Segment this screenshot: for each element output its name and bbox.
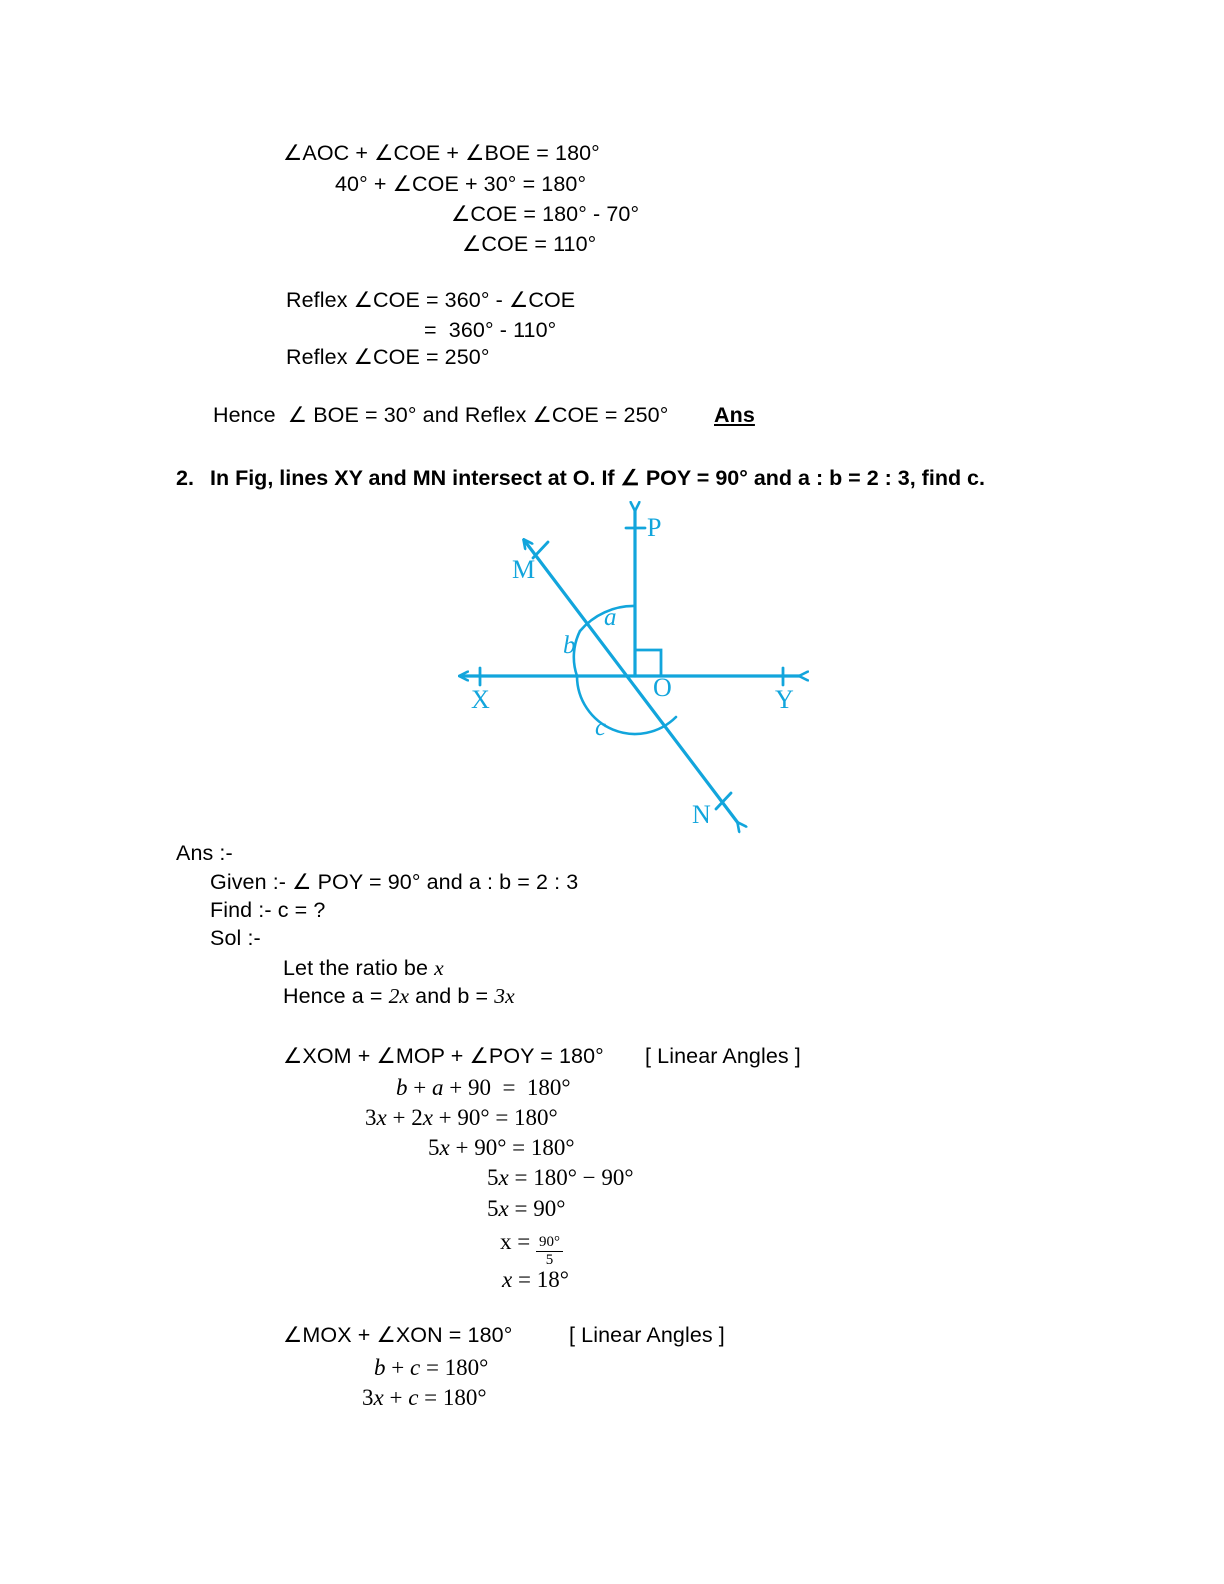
fraction xyxy=(536,1235,563,1269)
block2-reason: [ Linear Angles ] xyxy=(569,1323,725,1347)
figure-label-a: a xyxy=(604,604,617,631)
question-text: In Fig, lines XY and MN intersect at O. If ∠ POY = 90° and a : b = 2 : 3, find c. xyxy=(210,466,985,490)
ans-marker: Ans xyxy=(714,403,755,427)
block1-statement: ∠XOM + ∠MOP + ∠POY = 180° xyxy=(283,1044,604,1068)
block1-step: 5x = 90° xyxy=(487,1196,566,1221)
block1-fraction-step xyxy=(500,1230,563,1267)
sol-line: Sol :- xyxy=(210,926,261,950)
reflex-equation-line: Reflex ∠COE = 250° xyxy=(286,345,490,369)
block2-step: b + c = 180° xyxy=(374,1355,489,1380)
figure-label-n: N xyxy=(692,800,711,829)
hence-ratio-p1: Hence a = xyxy=(283,984,389,1008)
let-ratio-prefix: Let the ratio be xyxy=(283,956,435,980)
block2-statement: ∠MOX + ∠XON = 180° xyxy=(283,1323,513,1347)
fraction-denominator: 5 xyxy=(545,1251,554,1268)
block1-step: 5x + 90° = 180° xyxy=(428,1135,575,1160)
reflex-equation-line: Reflex ∠COE = 360° - ∠COE xyxy=(286,288,576,312)
block1-result: x = 18° xyxy=(502,1267,569,1292)
let-ratio-var: x xyxy=(434,956,444,980)
hence-ratio-v2: 3x xyxy=(494,984,515,1008)
line-mn xyxy=(524,540,738,823)
fraction-lhs: x = xyxy=(500,1229,536,1254)
equation-line: 40° + ∠COE + 30° = 180° xyxy=(335,172,587,196)
question-number: 2. xyxy=(176,466,194,490)
figure-label-c: c xyxy=(595,714,607,741)
hence-ratio-p2: and b = xyxy=(409,984,495,1008)
reflex-equation-line: = 360° - 110° xyxy=(424,318,557,342)
block1-step: 5x = 180° − 90° xyxy=(487,1165,634,1190)
figure-label-o: O xyxy=(653,673,672,702)
block1-step: 3x + 2x + 90° = 180° xyxy=(365,1105,558,1130)
figure-label-m: M xyxy=(512,555,536,584)
equation-line: ∠COE = 110° xyxy=(462,232,597,256)
geometry-figure xyxy=(420,498,840,843)
equation-line: ∠AOC + ∠COE + ∠BOE = 180° xyxy=(283,141,600,165)
block2-step: 3x + c = 180° xyxy=(362,1385,487,1410)
equation-line: ∠COE = 180° - 70° xyxy=(451,202,640,226)
figure-label-x: X xyxy=(471,685,490,714)
figure-label-y: Y xyxy=(775,685,794,714)
fraction-numerator: 90° xyxy=(536,1235,563,1252)
block1-step: b + a + 90 = 180° xyxy=(396,1075,571,1100)
let-ratio-line xyxy=(283,958,444,980)
figure-label-p: P xyxy=(647,513,662,542)
geometry-figure-svg xyxy=(420,498,840,843)
figure-label-b: b xyxy=(563,632,576,659)
hence-ratio-line xyxy=(283,986,515,1008)
block1-reason: [ Linear Angles ] xyxy=(645,1044,801,1068)
find-line: Find :- c = ? xyxy=(210,898,326,922)
answer-heading: Ans :- xyxy=(176,841,233,865)
tick-m xyxy=(533,542,548,558)
hence-ratio-v1: 2x xyxy=(388,984,410,1008)
given-line: Given :- ∠ POY = 90° and a : b = 2 : 3 xyxy=(210,870,579,894)
hence-statement: Hence ∠ BOE = 30° and Reflex ∠COE = 250° xyxy=(213,403,669,427)
